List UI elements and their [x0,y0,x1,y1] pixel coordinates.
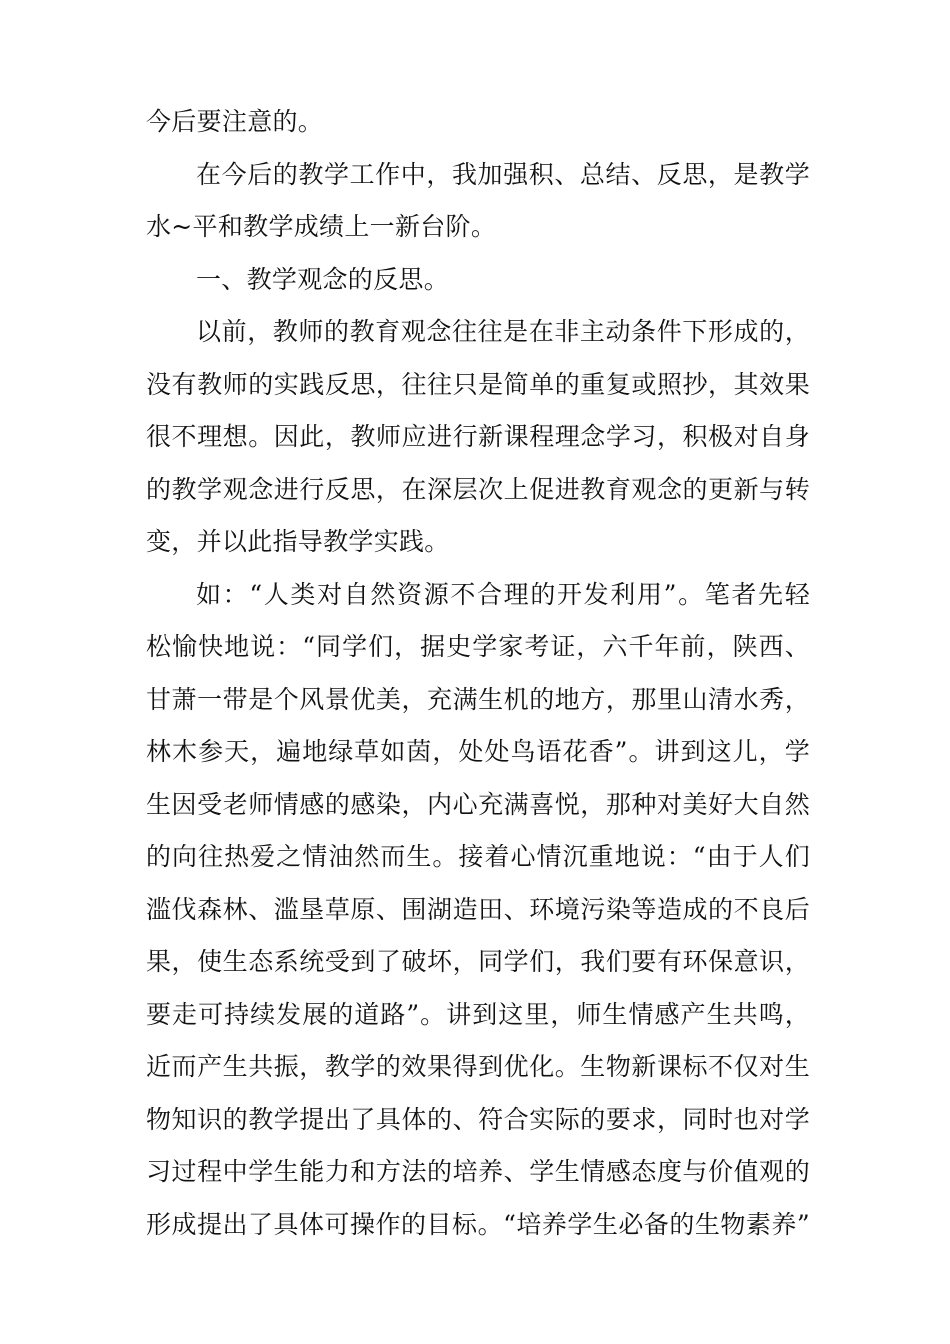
text-line: 变，并以此指导教学实践。 [146,527,450,556]
text-line: 物知识的教学提出了具体的、符合实际的要求，同时也对学 [146,1104,810,1134]
text-line: 生因受老师情感的感染，内心充满喜悦，那种对美好大自然 [146,789,810,819]
text-line: 要走可持续发展的道路”。讲到这里，师生情感产生共鸣， [146,999,810,1029]
text-line: 很不理想。因此，教师应进行新课程理念学习，积极对自身 [146,422,810,451]
text-line: 松愉快地说：“同学们，据史学家考证，六千年前，陕西、 [146,632,810,661]
document-body [146,96,810,1251]
text-line: 果，使生态系统受到了破坏，同学们，我们要有环保意识， [146,947,810,976]
text-line: 近而产生共振，教学的效果得到优化。生物新课标不仅对生 [146,1052,810,1081]
text-line: 滥伐森林、滥垦草原、围湖造田、环境污染等造成的不良后 [146,894,810,924]
text-line: 没有教师的实践反思，往往只是简单的重复或照抄，其效果 [146,369,810,399]
text-line: 今后要注意的。 [146,107,324,136]
text-line: 的向往热爱之情油然而生。接着心情沉重地说：“由于人们 [146,842,810,871]
text-line: 甘萧一带是个风景优美，充满生机的地方，那里山清水秀， [146,684,810,714]
paragraph-first-line: 以前，教师的教育观念往往是在非主动条件下形成的， [196,317,810,346]
text-line: 的教学观念进行反思，在深层次上促进教育观念的更新与转 [146,474,810,504]
text-line: 形成提出了具体可操作的目标。“培养学生必备的生物素养” [146,1209,810,1239]
text-line: 林木参天，遍地绿草如茵，处处鸟语花香”。讲到这儿，学 [146,737,810,766]
text-line: 水~平和教学成绩上一新台阶。 [146,212,497,241]
paragraph-first-line: 如：“人类对自然资源不合理的开发利用”。笔者先轻 [196,579,810,609]
section-heading: 一、教学观念的反思。 [196,264,450,294]
text-line: 习过程中学生能力和方法的培养、学生情感态度与价值观的 [146,1157,810,1186]
paragraph-first-line: 在今后的教学工作中，我加强积、总结、反思，是教学 [196,159,810,189]
